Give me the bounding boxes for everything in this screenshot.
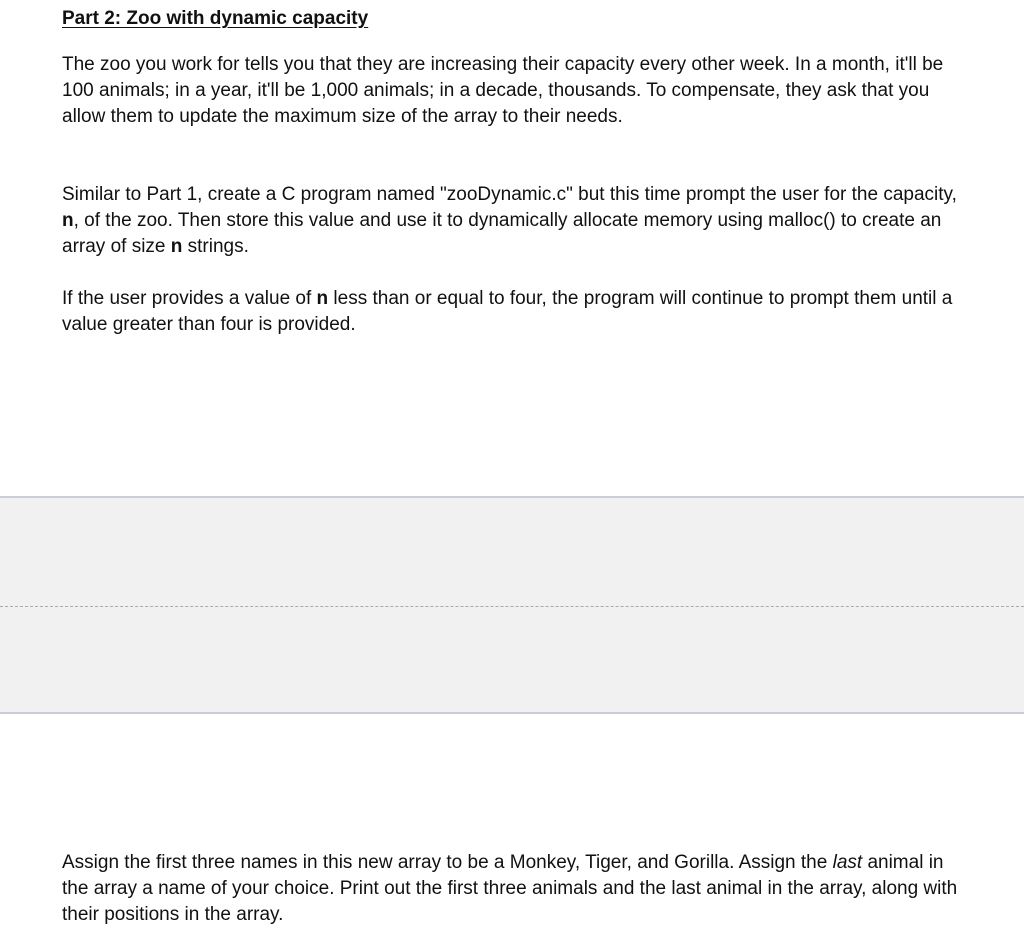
page-break-divider (0, 606, 1024, 607)
text-run: Similar to Part 1, create a C program named "zooDynamic.c" but this time prompt the user for the capacity, (62, 184, 957, 205)
text-run: less than or equal to four, the program will continue to prompt them until a value greater than four is provided. (62, 288, 953, 335)
bold-variable-n: n (170, 236, 183, 257)
section-heading: Part 2: Zoo with dynamic capacity (62, 8, 369, 29)
text-run: animal in the array a name of your choice. Print out the first three animals and the last animal in the array, along with their positions in the array. (62, 852, 958, 925)
paragraph-instructions (62, 182, 962, 260)
text-run: If the user provides a value of (62, 288, 317, 309)
bold-variable-n: n (316, 288, 329, 309)
page-break-gap (0, 496, 1024, 714)
text-run: Assign the first three names in this new array to be a Monkey, Tiger, and Gorilla. Assign the (62, 852, 833, 873)
paragraph-assignment (62, 850, 962, 928)
text-run: , of the zoo. Then store this value and use it to dynamically allocate memory using malloc() to create an array of size (62, 210, 942, 257)
paragraph-intro: The zoo you work for tells you that they are increasing their capacity every other week. In a month, it'll be 100 animals; in a year, it'll be 1,000 animals; in a decade, thousands. To compensate, they ask that you allow them to update the maximum size of the array to their needs. (62, 54, 944, 127)
paragraph-validation (62, 286, 962, 338)
italic-emphasis: last (832, 852, 863, 873)
text-run: strings. (182, 236, 249, 257)
bold-variable-n: n (62, 210, 74, 231)
